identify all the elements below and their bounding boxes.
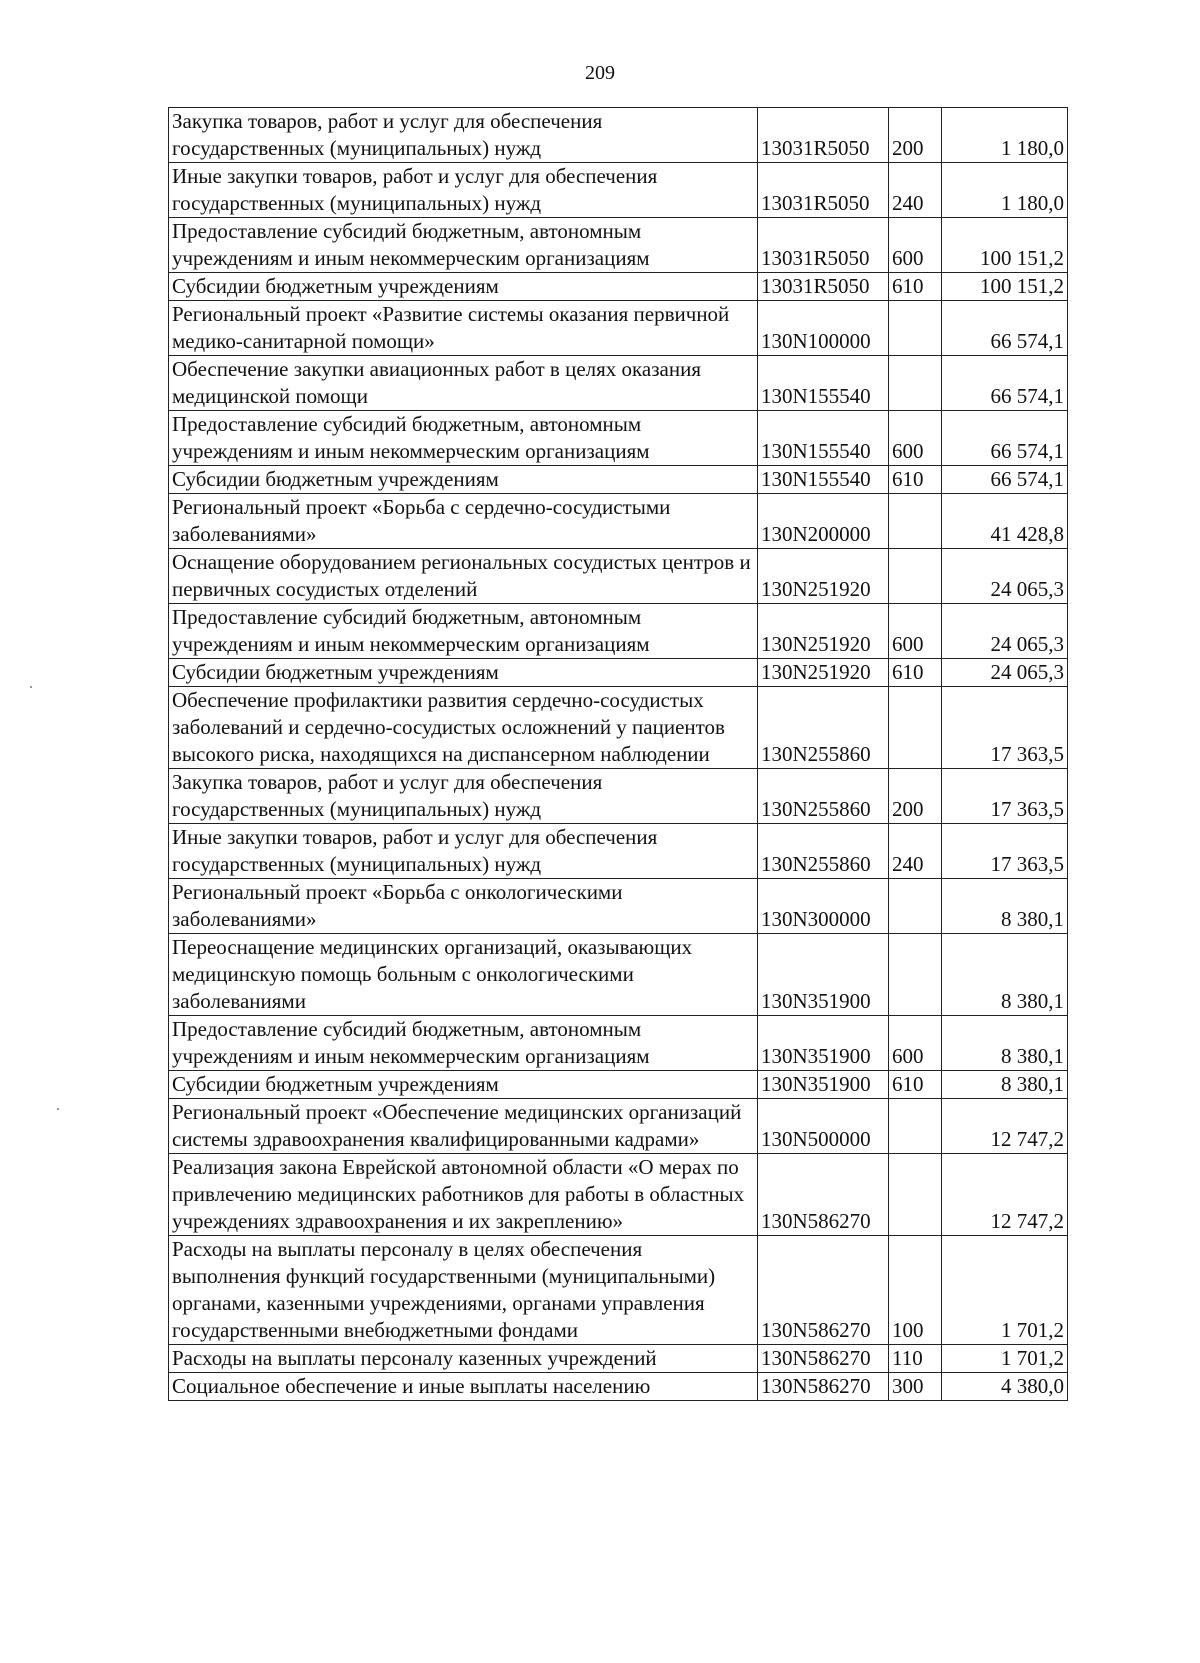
amount-cell: 41 428,8 xyxy=(942,494,1068,549)
amount-cell: 12 747,2 xyxy=(942,1099,1068,1154)
budget-table-body xyxy=(169,108,1068,1401)
expense-kind-cell xyxy=(889,301,942,356)
target-item-code-cell: 13031R5050 xyxy=(758,273,889,301)
table-row xyxy=(169,1373,1068,1401)
expense-description-cell: Реализация закона Еврейской автономной области «О мерах по привлечению медицинских работников для работы в областных учреждениях здравоохранения и их закреплению» xyxy=(169,1154,758,1236)
expense-description-cell: Закупка товаров, работ и услуг для обеспечения государственных (муниципальных) нужд xyxy=(169,769,758,824)
expense-kind-cell xyxy=(889,494,942,549)
table-row xyxy=(169,273,1068,301)
table-row xyxy=(169,549,1068,604)
scan-speck xyxy=(57,1108,59,1110)
amount-cell: 12 747,2 xyxy=(942,1154,1068,1236)
target-item-code-cell: 130N200000 xyxy=(758,494,889,549)
amount-cell: 17 363,5 xyxy=(942,769,1068,824)
expense-description-cell: Субсидии бюджетным учреждениям xyxy=(169,273,758,301)
expense-kind-cell: 600 xyxy=(889,1016,942,1071)
amount-cell: 100 151,2 xyxy=(942,218,1068,273)
table-row xyxy=(169,218,1068,273)
expense-kind-cell: 600 xyxy=(889,604,942,659)
table-row xyxy=(169,108,1068,163)
amount-cell: 66 574,1 xyxy=(942,466,1068,494)
table-row xyxy=(169,1099,1068,1154)
expense-description-cell: Обеспечение закупки авиационных работ в целях оказания медицинской помощи xyxy=(169,356,758,411)
expense-kind-cell: 600 xyxy=(889,218,942,273)
target-item-code-cell: 130N300000 xyxy=(758,879,889,934)
expense-kind-cell: 200 xyxy=(889,108,942,163)
expense-description-cell: Переоснащение медицинских организаций, оказывающих медицинскую помощь больным с онкологическими заболеваниями xyxy=(169,934,758,1016)
target-item-code-cell: 130N586270 xyxy=(758,1236,889,1345)
expense-kind-cell xyxy=(889,879,942,934)
table-row xyxy=(169,769,1068,824)
expense-kind-cell: 610 xyxy=(889,273,942,301)
table-row xyxy=(169,1154,1068,1236)
amount-cell: 1 701,2 xyxy=(942,1236,1068,1345)
target-item-code-cell: 130N255860 xyxy=(758,769,889,824)
table-row xyxy=(169,1071,1068,1099)
target-item-code-cell: 130N251920 xyxy=(758,659,889,687)
expense-kind-cell xyxy=(889,1154,942,1236)
expense-kind-cell: 600 xyxy=(889,411,942,466)
expense-description-cell: Социальное обеспечение и иные выплаты населению xyxy=(169,1373,758,1401)
table-row xyxy=(169,934,1068,1016)
table-row xyxy=(169,1016,1068,1071)
amount-cell: 4 380,0 xyxy=(942,1373,1068,1401)
table-row xyxy=(169,163,1068,218)
table-row xyxy=(169,494,1068,549)
amount-cell: 17 363,5 xyxy=(942,824,1068,879)
table-row xyxy=(169,1236,1068,1345)
amount-cell: 8 380,1 xyxy=(942,879,1068,934)
expense-description-cell: Иные закупки товаров, работ и услуг для обеспечения государственных (муниципальных) нужд xyxy=(169,163,758,218)
expense-description-cell: Расходы на выплаты персоналу в целях обеспечения выполнения функций государственными (муниципальными) органами, казенными учреждениями, органами управления государственными внебюджетными фондами xyxy=(169,1236,758,1345)
target-item-code-cell: 130N155540 xyxy=(758,411,889,466)
expense-kind-cell xyxy=(889,1099,942,1154)
expense-description-cell: Иные закупки товаров, работ и услуг для обеспечения государственных (муниципальных) нужд xyxy=(169,824,758,879)
expense-kind-cell: 100 xyxy=(889,1236,942,1345)
expense-description-cell: Субсидии бюджетным учреждениям xyxy=(169,466,758,494)
table-row xyxy=(169,411,1068,466)
expense-kind-cell: 110 xyxy=(889,1345,942,1373)
expense-description-cell: Предоставление субсидий бюджетным, автономным учреждениям и иным некоммерческим организациям xyxy=(169,604,758,659)
expense-description-cell: Закупка товаров, работ и услуг для обеспечения государственных (муниципальных) нужд xyxy=(169,108,758,163)
target-item-code-cell: 130N500000 xyxy=(758,1099,889,1154)
target-item-code-cell: 130N255860 xyxy=(758,687,889,769)
table-row xyxy=(169,1345,1068,1373)
target-item-code-cell: 130N586270 xyxy=(758,1154,889,1236)
expense-kind-cell: 240 xyxy=(889,163,942,218)
amount-cell: 8 380,1 xyxy=(942,934,1068,1016)
page-number: 209 xyxy=(585,62,615,84)
amount-cell: 100 151,2 xyxy=(942,273,1068,301)
amount-cell: 8 380,1 xyxy=(942,1016,1068,1071)
target-item-code-cell: 13031R5050 xyxy=(758,163,889,218)
expense-description-cell: Предоставление субсидий бюджетным, автономным учреждениям и иным некоммерческим организациям xyxy=(169,411,758,466)
expense-kind-cell xyxy=(889,549,942,604)
expense-kind-cell xyxy=(889,356,942,411)
target-item-code-cell: 130N155540 xyxy=(758,356,889,411)
table-row xyxy=(169,879,1068,934)
target-item-code-cell: 130N586270 xyxy=(758,1373,889,1401)
expense-description-cell: Региональный проект «Борьба с онкологическими заболеваниями» xyxy=(169,879,758,934)
target-item-code-cell: 130N351900 xyxy=(758,934,889,1016)
target-item-code-cell: 130N351900 xyxy=(758,1071,889,1099)
table-row xyxy=(169,301,1068,356)
expense-description-cell: Оснащение оборудованием региональных сосудистых центров и первичных сосудистых отделений xyxy=(169,549,758,604)
expense-kind-cell: 610 xyxy=(889,1071,942,1099)
amount-cell: 66 574,1 xyxy=(942,356,1068,411)
expense-kind-cell: 300 xyxy=(889,1373,942,1401)
amount-cell: 17 363,5 xyxy=(942,687,1068,769)
expense-description-cell: Субсидии бюджетным учреждениям xyxy=(169,1071,758,1099)
amount-cell: 24 065,3 xyxy=(942,604,1068,659)
target-item-code-cell: 130N586270 xyxy=(758,1345,889,1373)
scan-speck xyxy=(30,686,32,688)
amount-cell: 66 574,1 xyxy=(942,301,1068,356)
amount-cell: 24 065,3 xyxy=(942,659,1068,687)
expense-kind-cell: 240 xyxy=(889,824,942,879)
expense-description-cell: Расходы на выплаты персоналу казенных учреждений xyxy=(169,1345,758,1373)
expense-description-cell: Субсидии бюджетным учреждениям xyxy=(169,659,758,687)
target-item-code-cell: 130N155540 xyxy=(758,466,889,494)
amount-cell: 66 574,1 xyxy=(942,411,1068,466)
table-row xyxy=(169,356,1068,411)
amount-cell: 1 180,0 xyxy=(942,163,1068,218)
amount-cell: 1 701,2 xyxy=(942,1345,1068,1373)
expense-description-cell: Обеспечение профилактики развития сердечно-сосудистых заболеваний и сердечно-сосудистых осложнений у пациентов высокого риска, находящихся на диспансерном наблюдении xyxy=(169,687,758,769)
expense-description-cell: Предоставление субсидий бюджетным, автономным учреждениям и иным некоммерческим организациям xyxy=(169,218,758,273)
target-item-code-cell: 130N255860 xyxy=(758,824,889,879)
target-item-code-cell: 13031R5050 xyxy=(758,218,889,273)
table-row xyxy=(169,824,1068,879)
target-item-code-cell: 130N251920 xyxy=(758,549,889,604)
amount-cell: 1 180,0 xyxy=(942,108,1068,163)
amount-cell: 24 065,3 xyxy=(942,549,1068,604)
expense-description-cell: Региональный проект «Обеспечение медицинских организаций системы здравоохранения квалифицированными кадрами» xyxy=(169,1099,758,1154)
expense-kind-cell xyxy=(889,934,942,1016)
table-row xyxy=(169,687,1068,769)
target-item-code-cell: 130N251920 xyxy=(758,604,889,659)
expense-description-cell: Предоставление субсидий бюджетным, автономным учреждениям и иным некоммерческим организациям xyxy=(169,1016,758,1071)
amount-cell: 8 380,1 xyxy=(942,1071,1068,1099)
expense-kind-cell xyxy=(889,687,942,769)
target-item-code-cell: 130N100000 xyxy=(758,301,889,356)
target-item-code-cell: 130N351900 xyxy=(758,1016,889,1071)
expense-kind-cell: 610 xyxy=(889,659,942,687)
table-row xyxy=(169,604,1068,659)
target-item-code-cell: 13031R5050 xyxy=(758,108,889,163)
expense-description-cell: Региональный проект «Развитие системы оказания первичной медико-санитарной помощи» xyxy=(169,301,758,356)
expense-description-cell: Региональный проект «Борьба с сердечно-сосудистыми заболеваниями» xyxy=(169,494,758,549)
budget-table xyxy=(168,107,1068,1401)
table-row xyxy=(169,466,1068,494)
expense-kind-cell: 610 xyxy=(889,466,942,494)
table-row xyxy=(169,659,1068,687)
expense-kind-cell: 200 xyxy=(889,769,942,824)
